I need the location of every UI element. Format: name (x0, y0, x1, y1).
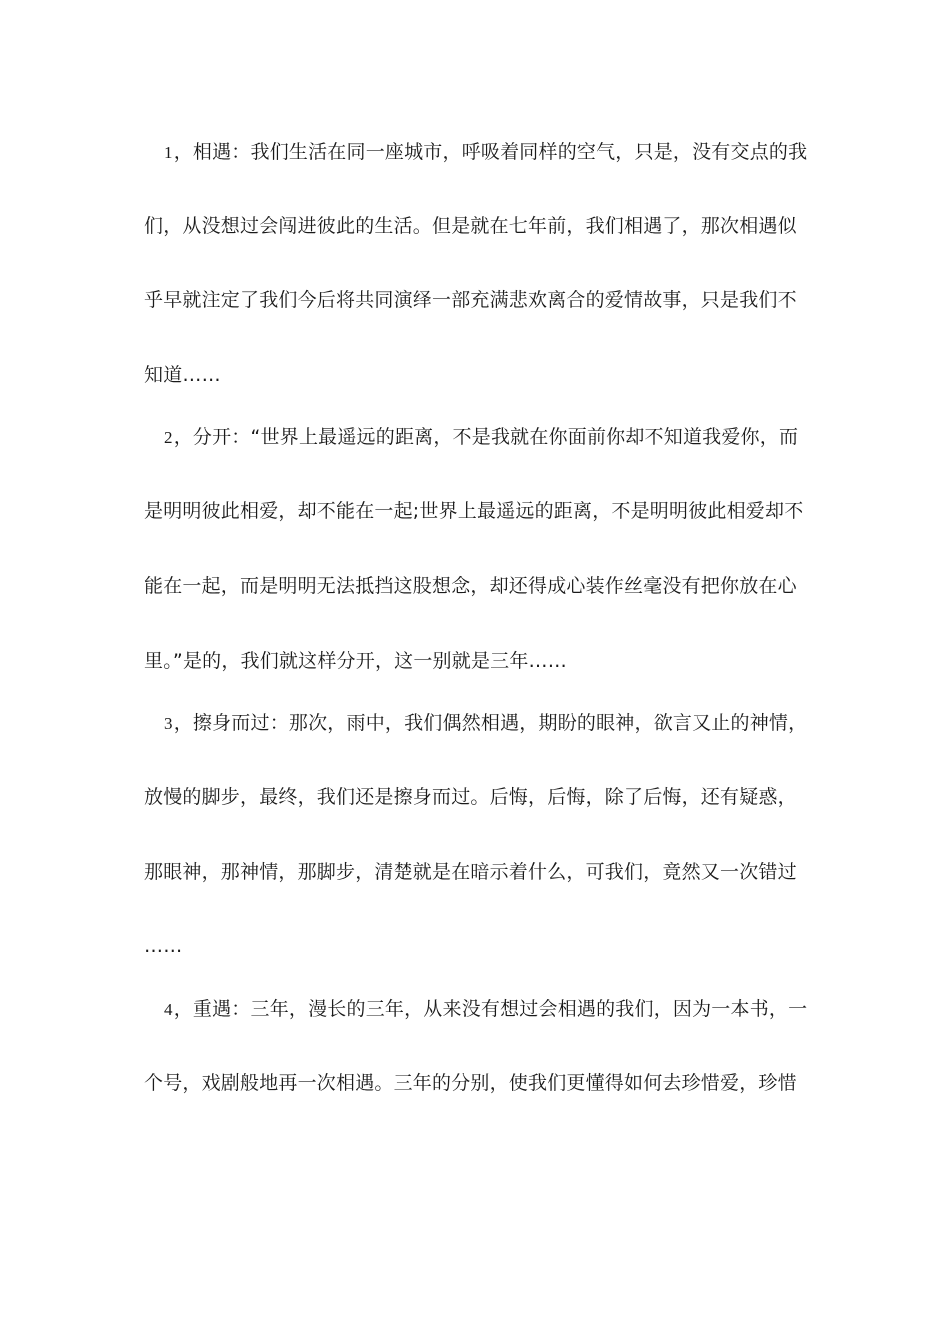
paragraph-2-line-3: 能在一起，而是明明无法抵挡这股想念，却还得成心装作丝毫没有把你放在心 (144, 575, 797, 597)
paragraph-3-text: ，擦身而过：那次，雨中，我们偶然相遇，期盼的眼神，欲言又止的神情， (173, 712, 808, 734)
paragraph-3-number: 3 (164, 714, 173, 733)
paragraph-3-line-2: 放慢的脚步，最终，我们还是擦身而过。后悔，后悔，除了后悔，还有疑惑， (144, 786, 797, 808)
paragraph-4-line-1 (164, 994, 834, 1024)
paragraph-3-line-1 (164, 708, 834, 738)
paragraph-1-line-2: 们，从没想过会闯进彼此的生活。但是就在七年前，我们相遇了，那次相遇似 (144, 215, 797, 237)
paragraph-2-text: ，分开：“世界上最遥远的距离，不是我就在你面前你却不知道我爱你，而 (173, 426, 799, 448)
paragraph-1-line-1 (164, 137, 834, 167)
paragraph-2-line-4: 里。”是的，我们就这样分开，这一别就是三年…… (144, 650, 567, 672)
paragraph-3-line-3: 那眼神，那神情，那脚步，清楚就是在暗示着什么，可我们，竟然又一次错过 (144, 861, 797, 883)
paragraph-4-text: ，重遇：三年，漫长的三年，从来没有想过会相遇的我们，因为一本书，一 (173, 998, 808, 1020)
paragraph-1-number: 1 (164, 143, 173, 162)
paragraph-2-line-2: 是明明彼此相爱，却不能在一起;世界上最遥远的距离，不是明明彼此相爱却不 (144, 500, 804, 522)
paragraph-2-line-1 (164, 422, 834, 452)
paragraph-1-text: ，相遇：我们生活在同一座城市，呼吸着同样的空气，只是，没有交点的我 (173, 141, 808, 163)
paragraph-4-line-2: 个号，戏剧般地再一次相遇。三年的分别，使我们更懂得如何去珍惜爱，珍惜 (144, 1072, 797, 1094)
paragraph-3-line-4: …… (144, 935, 183, 957)
paragraph-4-number: 4 (164, 1000, 173, 1019)
paragraph-1-line-4: 知道…… (144, 364, 221, 386)
paragraph-2-number: 2 (164, 428, 173, 447)
paragraph-1-line-3: 乎早就注定了我们今后将共同演绎一部充满悲欢离合的爱情故事，只是我们不 (144, 289, 797, 311)
